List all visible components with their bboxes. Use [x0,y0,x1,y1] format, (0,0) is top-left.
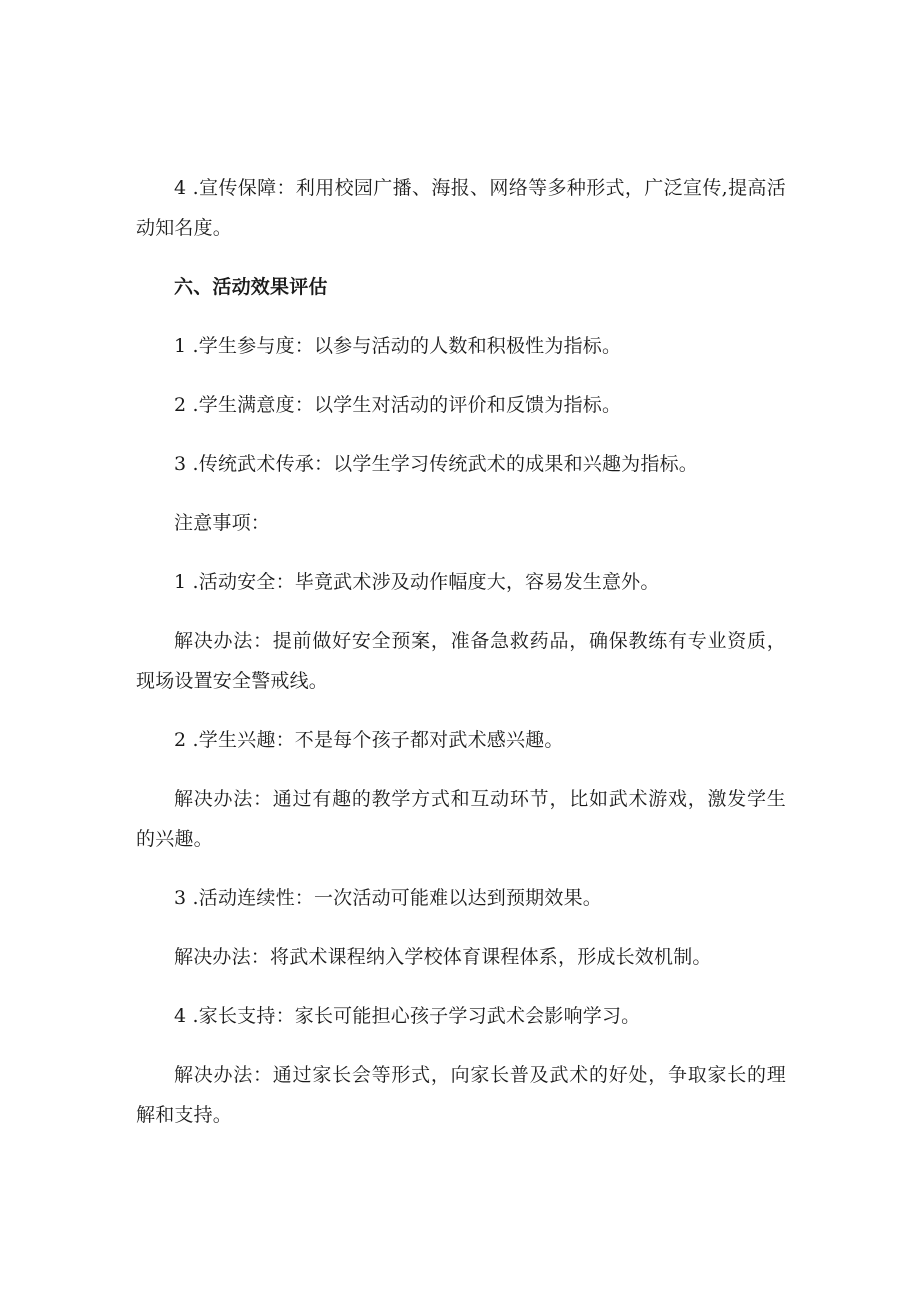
paragraph-activity-continuity: 3 .活动连续性：一次活动可能难以达到预期效果。 [174,887,602,909]
paragraph-parent-solution: 解决办法：通过家长会等形式，向家长普及武术的好处，争取家长的理解和支持。 [136,1064,786,1126]
paragraph-activity-safety: 1 .活动安全：毕竟武术涉及动作幅度大，容易发生意外。 [174,571,660,593]
paragraph-student-interest: 2 .学生兴趣：不是每个孩子都对武术感兴趣。 [174,729,564,751]
paragraph-notes-heading: 注意事项： [174,512,271,534]
paragraph-martial-arts-inheritance: 3 .传统武术传承：以学生学习传统武术的成果和兴趣为指标。 [174,453,698,475]
section-heading-evaluation: 六、活动效果评估 [174,276,328,298]
paragraph-continuity-solution: 解决办法：将武术课程纳入学校体育课程体系，形成长效机制。 [174,946,712,968]
paragraph-parent-support: 4 .家长支持：家长可能担心孩子学习武术会影响学习。 [174,1005,641,1027]
paragraph-safety-solution: 解决办法：提前做好安全预案，准备急救药品，确保教练有专业资质，现场设置安全警戒线。 [136,630,786,692]
paragraph-student-participation: 1 .学生参与度：以参与活动的人数和积极性为指标。 [174,335,622,357]
document-body [136,168,786,1154]
paragraph-interest-solution: 解决办法：通过有趣的教学方式和互动环节，比如武术游戏，激发学生的兴趣。 [136,788,786,850]
paragraph-student-satisfaction: 2 .学生满意度：以学生对活动的评价和反馈为指标。 [174,394,622,416]
paragraph-publicity-guarantee: 4 .宣传保障：利用校园广播、海报、网络等多种形式，广泛宣传,提高活动知名度。 [136,177,786,239]
